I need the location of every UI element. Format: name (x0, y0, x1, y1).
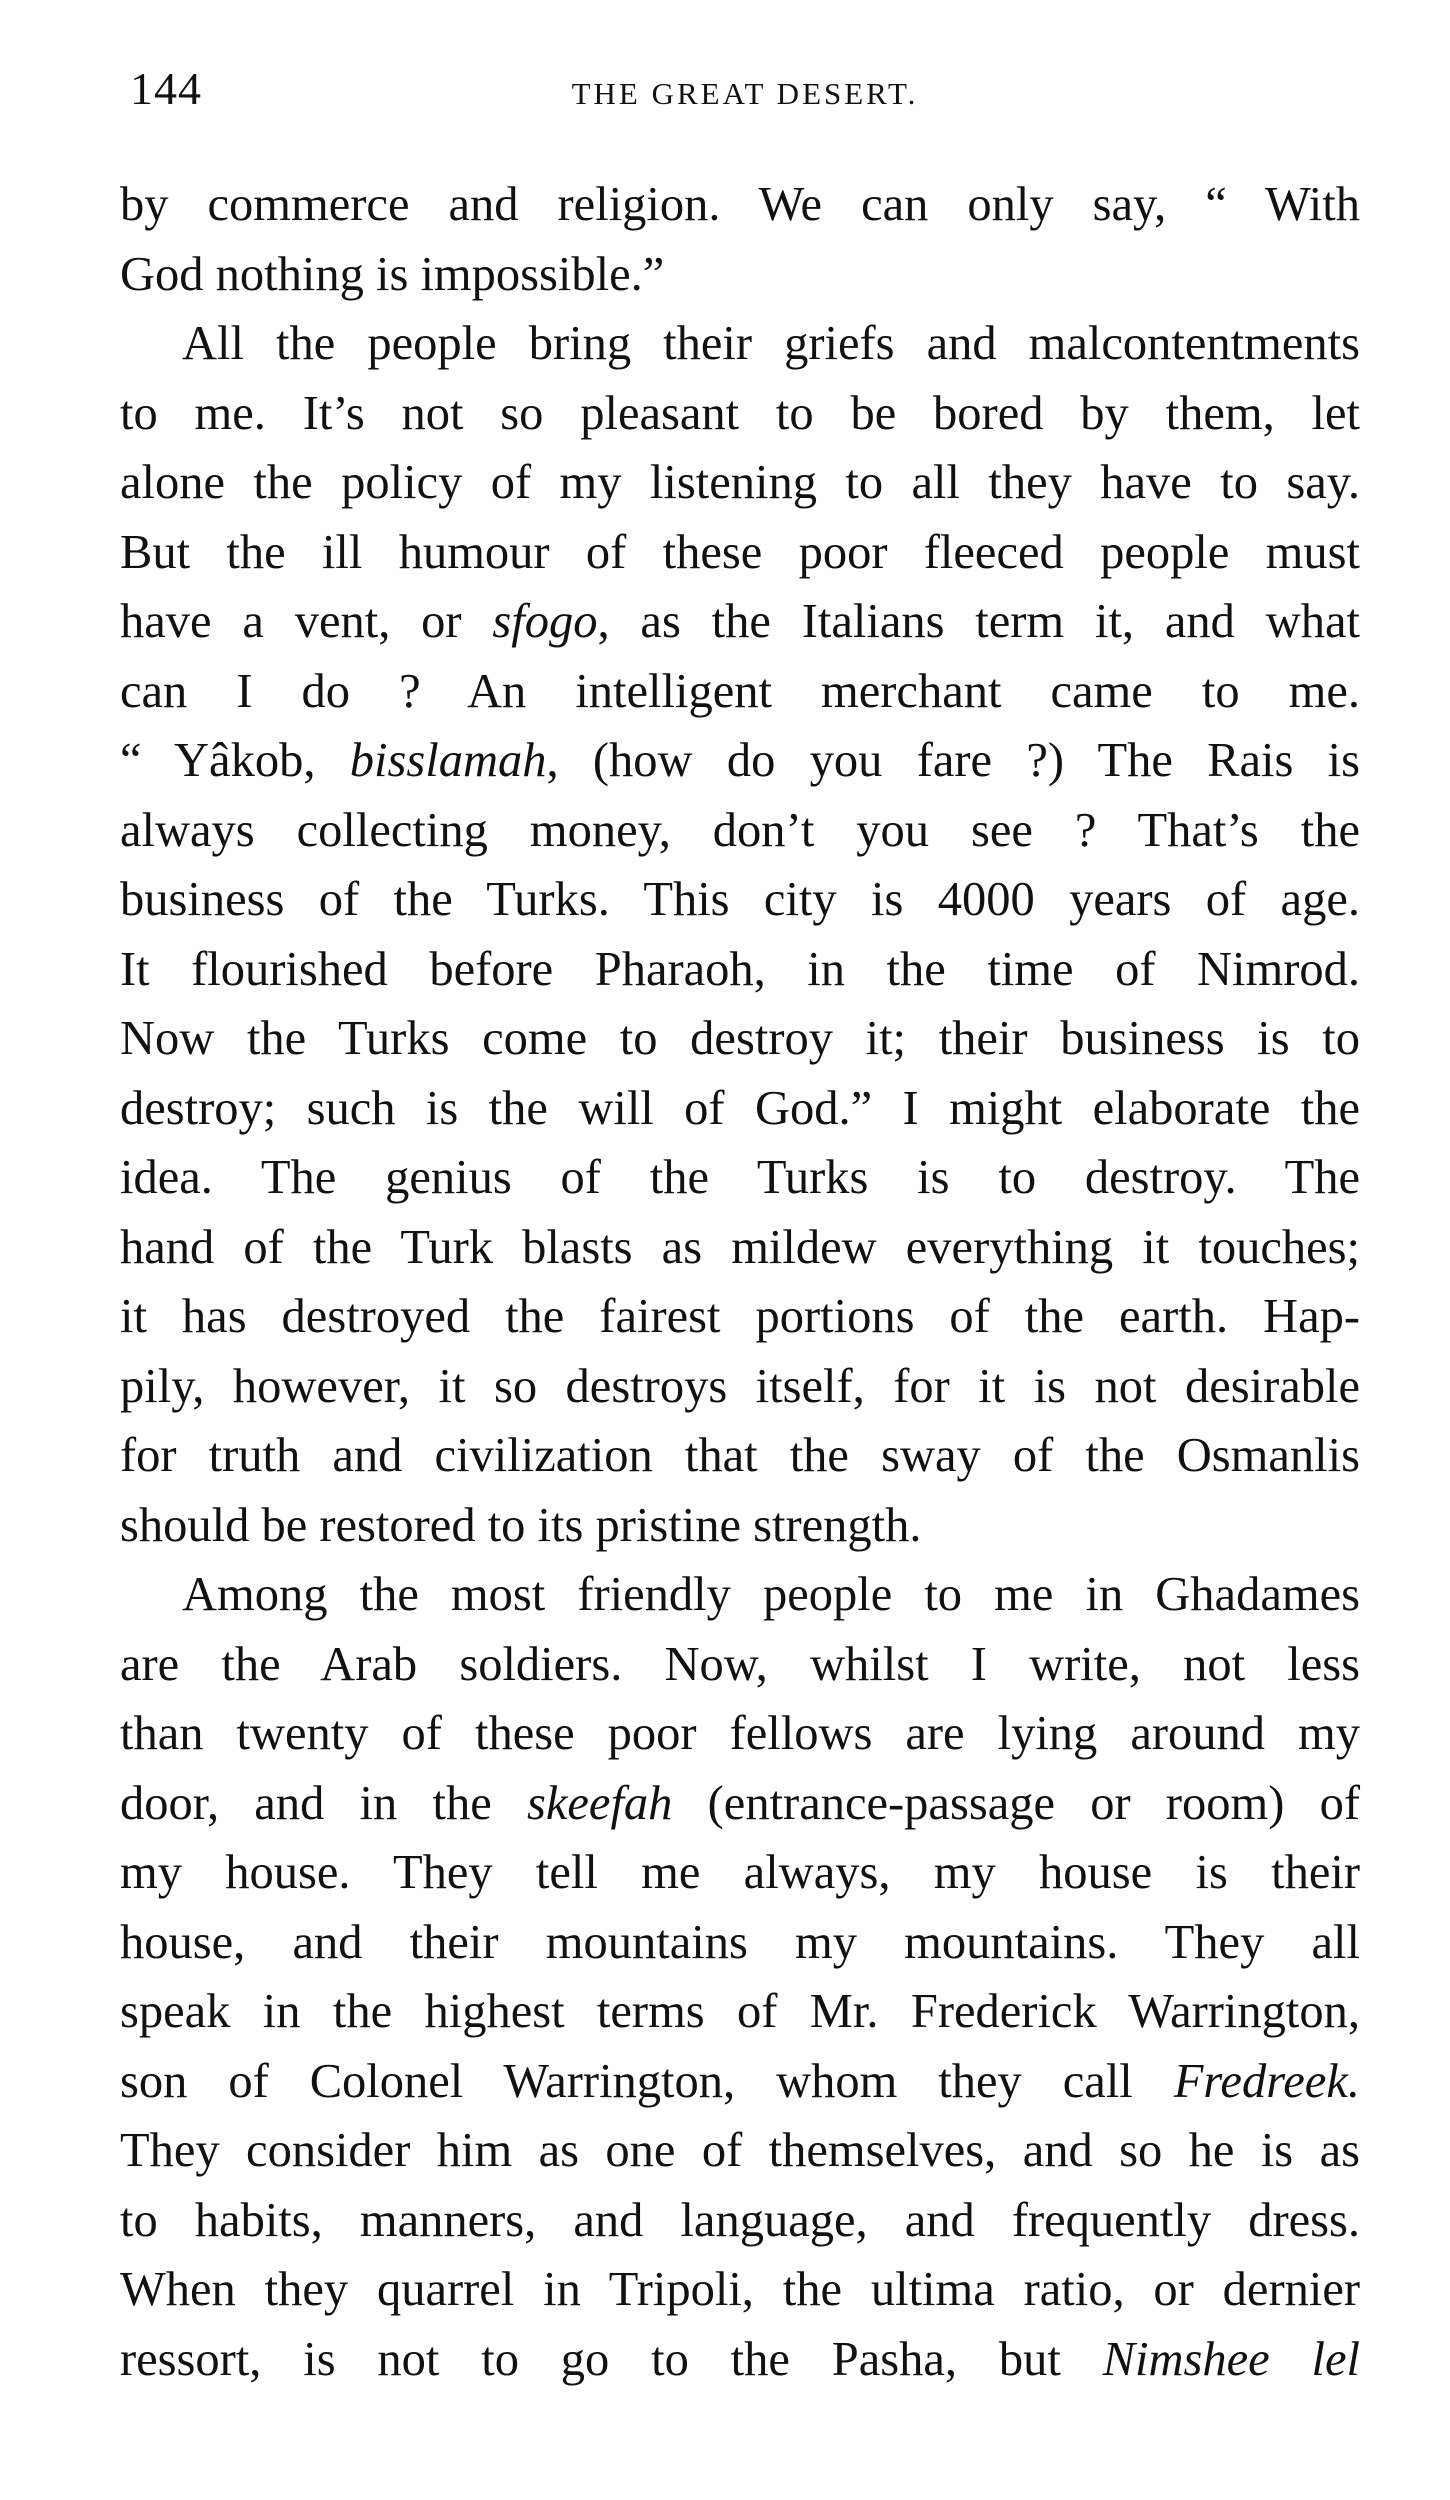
text-line: idea. The genius of the Turks is to destroy. The (120, 1151, 1360, 1204)
paragraph-1 (120, 170, 1360, 309)
text-line: are the Arab soldiers. Now, whilst I write, not less (120, 1637, 1360, 1691)
text-line: to me. It’s not so pleasant to be bored by them, let (120, 386, 1360, 440)
text-line: “ Yâkob, bisslamah, (how do you fare ?) The Rais is (120, 734, 1361, 787)
text-line: They consider him as one of themselves, and so he is as (120, 2124, 1360, 2177)
text-line: speak in the highest terms of Mr. Frederick Warrington, (120, 1985, 1360, 2038)
text-line: business of the Turks. This city is 4000 years of age. (120, 873, 1360, 926)
text-line: It flourished before Pharaoh, in the time of Nimrod. (120, 942, 1360, 996)
text-line: pily, however, it so destroys itself, for it is not desirable (120, 1359, 1360, 1413)
text-line: my house. They tell me always, my house is their (120, 1846, 1360, 1899)
text-line: ressort, is not to go to the Pasha, but Nimshee lel (120, 2332, 1360, 2386)
text-line: Now the Turks come to destroy it; their business is to (120, 1012, 1360, 1065)
body-text (120, 170, 1360, 2394)
text-line: When they quarrel in Tripoli, the ultima ratio, or dernier (120, 2263, 1360, 2316)
text-line: by commerce and religion. We can only say, “ With (120, 178, 1360, 231)
text-line: for truth and civilization that the sway of the Osmanlis (120, 1429, 1360, 1482)
text-line: house, and their mountains my mountains. They all (120, 1915, 1360, 1969)
text-line: always collecting money, don’t you see ? That’s the (120, 803, 1360, 857)
paragraph-2 (120, 309, 1360, 1560)
running-title: THE GREAT DESERT. (571, 76, 919, 111)
text-line: All the people bring their griefs and malcontentments (182, 317, 1360, 370)
text-line: door, and in the skeefah (entrance-passage or room) of (120, 1776, 1360, 1830)
text-line: hand of the Turk blasts as mildew everything it touches; (120, 1220, 1360, 1274)
text-line: alone the policy of my listening to all they have to say. (120, 456, 1360, 509)
text-line: than twenty of these poor fellows are lying around my (120, 1707, 1360, 1760)
text-line: son of Colonel Warrington, whom they call Fredreek. (120, 2054, 1360, 2108)
text-line: have a vent, or sfogo, as the Italians term it, and what (120, 595, 1360, 648)
text-line: Among the most friendly people to me in Ghadames (182, 1568, 1360, 1621)
text-line: destroy; such is the will of God.” I might elaborate the (120, 1081, 1360, 1135)
text-line: it has destroyed the fairest portions of the earth. Hap- (120, 1290, 1360, 1343)
running-head (130, 62, 1360, 122)
text-line: God nothing is impossible.” (120, 247, 665, 301)
text-line: should be restored to its pristine strength. (120, 1498, 922, 1552)
page-number: 144 (130, 63, 202, 114)
paragraph-3 (120, 1560, 1360, 2394)
text-line: But the ill humour of these poor fleeced people must (120, 525, 1360, 579)
text-line: to habits, manners, and language, and frequently dress. (120, 2193, 1360, 2247)
text-line: can I do ? An intelligent merchant came to me. (120, 664, 1360, 718)
